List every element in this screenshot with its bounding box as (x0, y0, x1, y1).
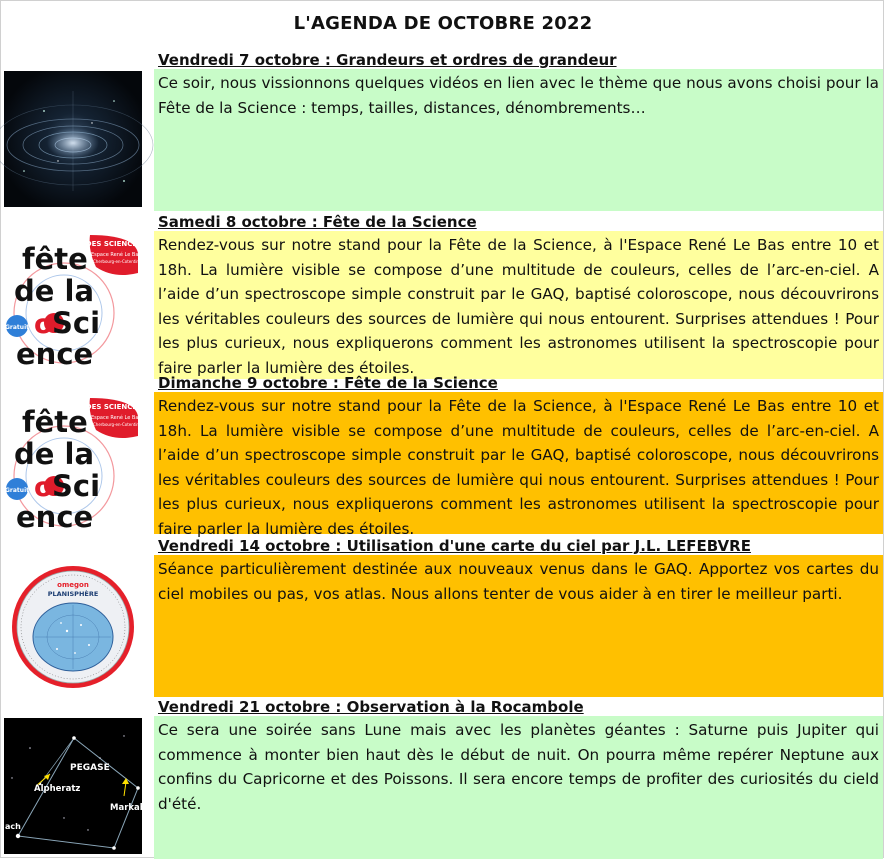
free-badge-text: Gratuit (5, 324, 29, 331)
logo-word-sci: Sci (52, 306, 101, 340)
event-oct-7 (1, 51, 885, 211)
event-oct-8 (1, 213, 885, 377)
galaxy-image (4, 71, 142, 207)
badge-sub2-text: Cherbourg-en-Cotentin (93, 422, 139, 427)
event-title: Vendredi 7 octobre : Grandeurs et ordres de grandeur (158, 51, 617, 69)
page-title: L'AGENDA DE OCTOBRE 2022 (293, 13, 593, 34)
planisphere-name: PLANISPHÈRE (47, 590, 99, 598)
sky-chart-image (4, 718, 146, 854)
logo-word-dela: de la (14, 437, 95, 471)
logo-word-fete: fête (22, 242, 88, 276)
logo-word-sci: Sci (52, 469, 101, 503)
logo-word-fete: fête (22, 405, 88, 439)
logo-word-ence: ence (16, 500, 94, 534)
event-title: Vendredi 14 octobre : Utilisation d'une carte du ciel par J.L. LEFEBVRE (158, 537, 751, 555)
event-body: Ce soir, nous vissionnons quelques vidéos en lien avec le thème que nous avons choisi pour la Fête de la Science : temps, tailles, distances, dénombrements… (154, 69, 883, 211)
fete-science-logo (4, 233, 143, 371)
logo-word-ence: ence (16, 337, 94, 371)
event-oct-14 (1, 537, 885, 697)
event-body: Rendez-vous sur notre stand pour la Fête de la Science, à l'Espace René Le Bas entre 10 et 18h. La lumière visible se compose d’une multitude de couleurs, celles de l’arc-en-ciel. A l’aide d’un spectroscope simple construit par le GAQ, baptisé coloroscope, nous découvrirons les véritables couleurs des sources de lumière qui nous entourent. Surprises attendues ! Pour les plus curieux, nous expliquerons comment les astronomes utilisent la spectroscopie pour faire parler la lumière des étoiles. (154, 392, 883, 534)
logo-word-o: o (34, 472, 53, 503)
free-badge-text: Gratuit (5, 487, 29, 494)
badge-top-text: DES SCIENCES (85, 240, 143, 248)
event-title: Vendredi 21 octobre : Observation à la Rocambole (158, 698, 584, 716)
event-body: Séance particulièrement destinée aux nouveaux venus dans le GAQ. Apportez vos cartes du ciel mobiles ou pas, vos atlas. Nous allons tenter de vous aider à en tirer le meilleur parti. (154, 555, 883, 697)
sky-label-ach: ach (5, 822, 21, 831)
planisphere-brand: omegon (57, 581, 89, 589)
logo-word-dela: de la (14, 274, 95, 308)
event-body: Ce sera une soirée sans Lune mais avec les planètes géantes : Saturne puis Jupiter qui commence à monter bien haut dès le début de nuit. On pourra même repérer Neptune aux confins du Capricorne et des Poissons. Il sera encore temps de profiter des curiosités du cield d'été. (154, 716, 883, 859)
badge-sub-text: Espace René Le Bas (90, 252, 142, 258)
event-title: Samedi 8 octobre : Fête de la Science (158, 213, 477, 231)
badge-sub2-text: Cherbourg-en-Cotentin (93, 259, 139, 264)
logo-word-o: o (34, 309, 53, 340)
event-title: Dimanche 9 octobre : Fête de la Science (158, 374, 498, 392)
planisphere-image (9, 561, 137, 691)
badge-sub-text: Espace René Le Bas (90, 415, 142, 421)
event-oct-9 (1, 374, 885, 538)
fete-science-logo (4, 396, 143, 534)
sky-label-alpheratz: Alpheratz (34, 784, 81, 794)
event-body: Rendez-vous sur notre stand pour la Fête de la Science, à l'Espace René Le Bas entre 10 et 18h. La lumière visible se compose d’une multitude de couleurs, celles de l’arc-en-ciel. A l’aide d’un spectroscope simple construit par le GAQ, baptisé coloroscope, nous découvrirons les véritables couleurs des sources de lumière qui nous entourent. Surprises attendues ! Pour les plus curieux, nous expliquerons comment les astronomes utilisent la spectroscopie pour faire parler la lumière des étoiles. (154, 231, 883, 379)
event-oct-21 (1, 698, 885, 859)
badge-top-text: DES SCIENCES (85, 403, 143, 411)
sky-label-pegase: PEGASE (70, 763, 110, 773)
sky-label-markab: Markab (110, 803, 146, 813)
